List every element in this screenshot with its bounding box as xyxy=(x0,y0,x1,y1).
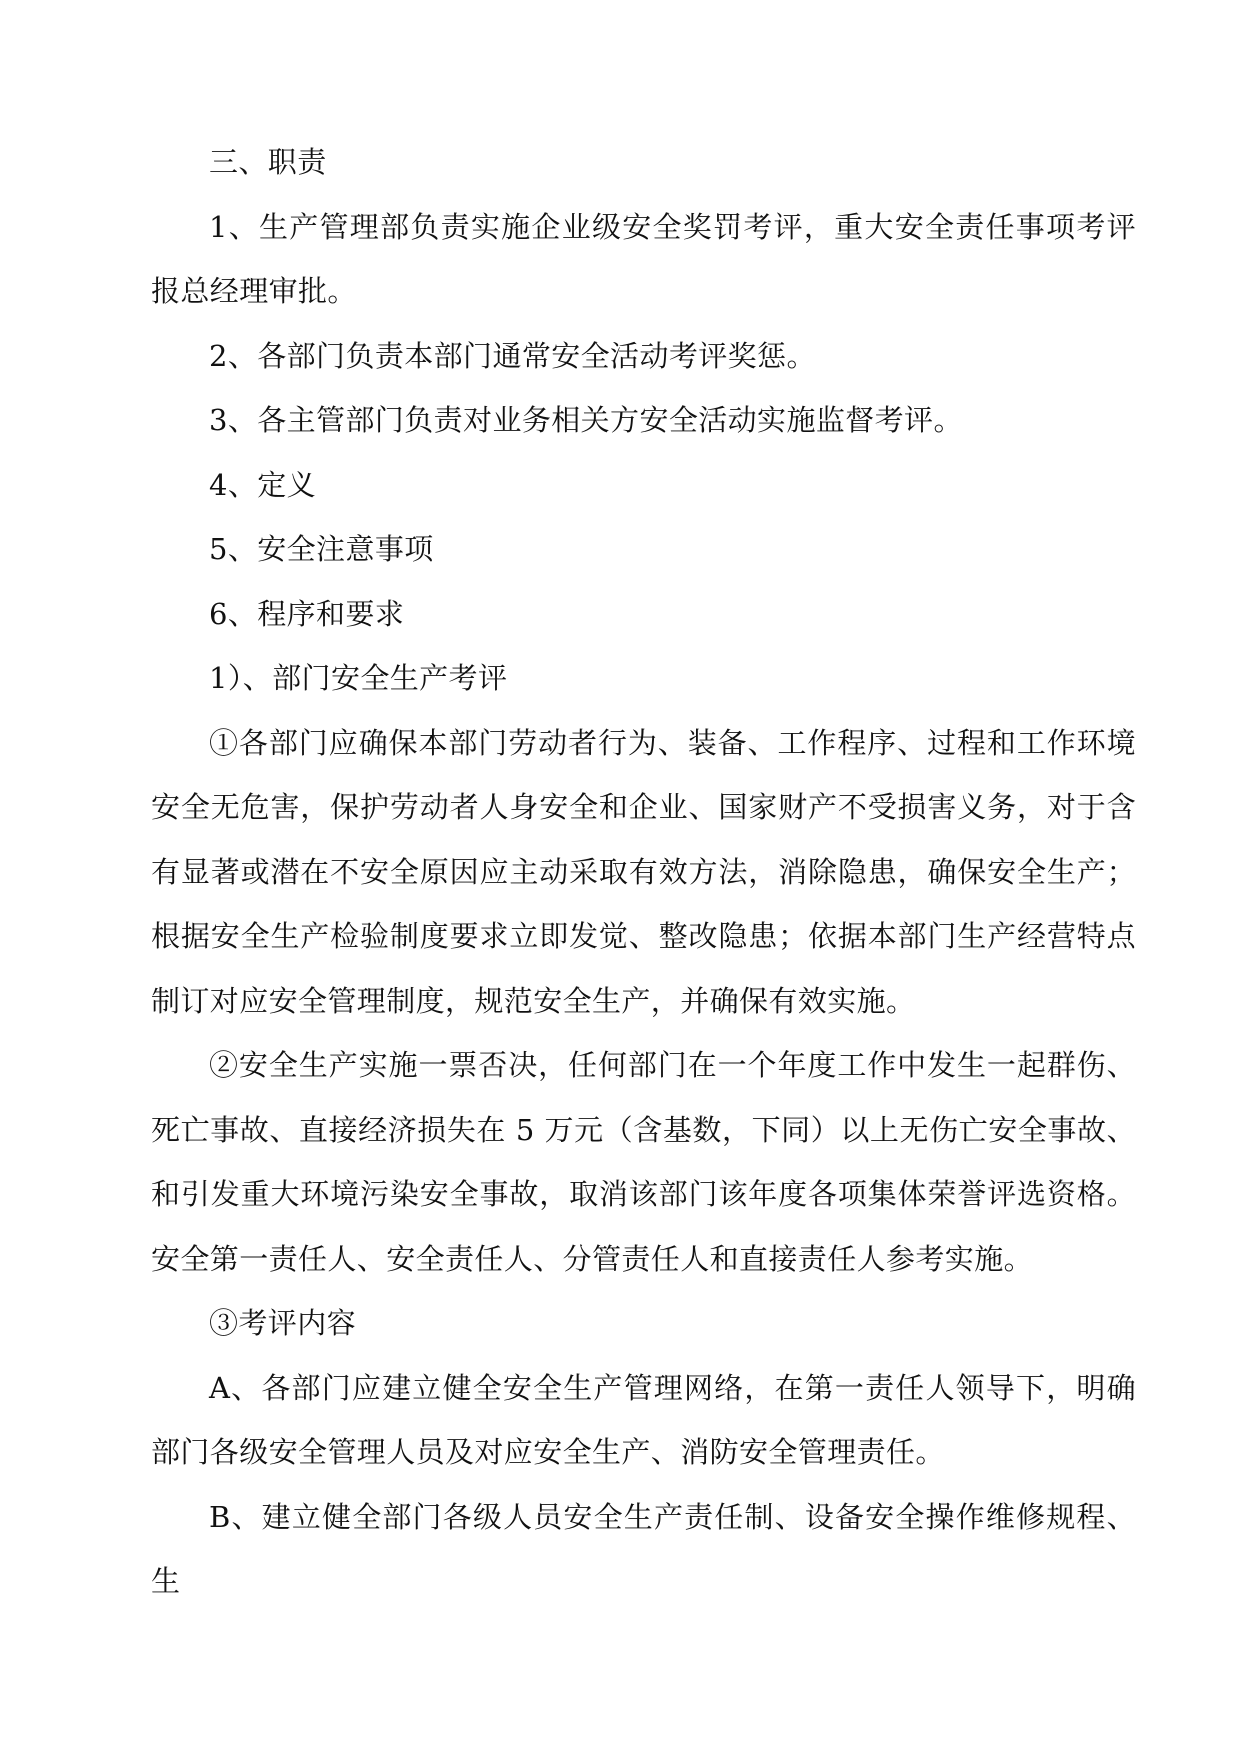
paragraph-1: 1、生产管理部负责实施企业级安全奖罚考评，重大安全责任事项考评报总经理审批。 xyxy=(151,209,1136,308)
paragraph-5: 5、安全注意事项 xyxy=(209,532,434,566)
section-heading-duties: 三、职责 xyxy=(209,145,327,179)
paragraph-3: 3、各主管部门负责对业务相关方安全活动实施监督考评。 xyxy=(209,403,963,437)
paragraph-circled-1: ①各部门应确保本部门劳动者行为、装备、工作程序、过程和工作环境安全无危害，保护劳动者人身安全和企业、国家财产不受损害义务，对于含有显著或潜在不安全原因应主动采取有效方法，消除隐患，确保安全生产；根据安全生产检验制度要求立即发觉、整改隐患；依据本部门生产经营特点制订对应安全管理制度，规范安全生产，并确保有效实施。 xyxy=(151,725,1136,1018)
paragraph-6: 6、程序和要求 xyxy=(209,596,405,631)
paragraph-circled-2: ②安全生产实施一票否决，任何部门在一个年度工作中发生一起群伤、死亡事故、直接经济损失在 5 万元（含基数，下同）以上无伤亡安全事故、和引发重大环境污染安全事故，取消该部门该年度各项集体荣誉评选资格。安全第一责任人、安全责任人、分管责任人和直接责任人参考实施。 xyxy=(151,1048,1136,1276)
document-body xyxy=(151,130,1136,1614)
paragraph-4: 4、定义 xyxy=(209,467,317,502)
paragraph-b: B、建立健全部门各级人员安全生产责任制、设备安全操作维修规程、生 xyxy=(151,1499,1136,1598)
paragraph-a: A、各部门应建立健全安全生产管理网络，在第一责任人领导下，明确部门各级安全管理人员及对应安全生产、消防安全管理责任。 xyxy=(151,1370,1136,1469)
paragraph-circled-3: ③考评内容 xyxy=(209,1306,357,1340)
paragraph-2: 2、各部门负责本部门通常安全活动考评奖惩。 xyxy=(209,338,816,373)
subsection-heading: 1）、部门安全生产考评 xyxy=(209,661,508,695)
